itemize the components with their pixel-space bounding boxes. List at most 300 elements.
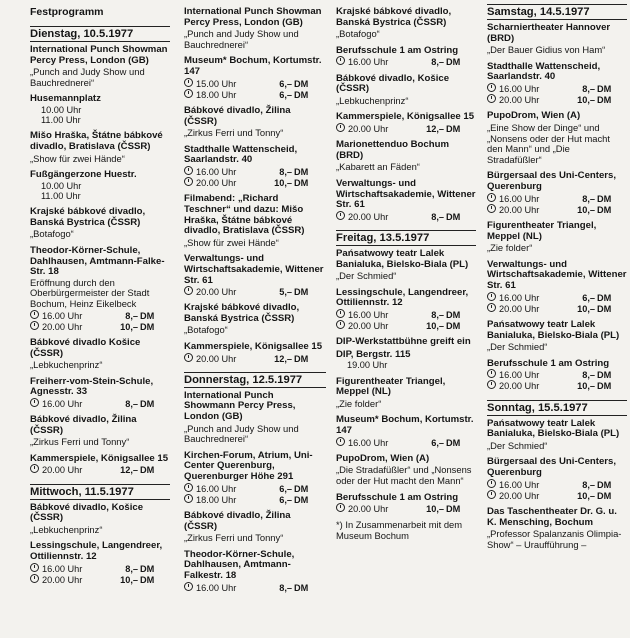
venue-name: Stadthalle Wattenscheid, Saarlandstr. 40: [184, 143, 298, 166]
clock-icon: [184, 494, 193, 503]
clock-icon: [184, 177, 193, 186]
showtime-row: [487, 303, 627, 314]
program-entry: [336, 337, 476, 370]
day-heading: Freitag, 13.5.1977: [336, 230, 476, 246]
ticket-price: 10,–: [120, 574, 138, 585]
showtime: 20.00 Uhr: [42, 574, 83, 585]
venue-name: Verwaltungs- und Wirtschaftsakademie, Wittener Str. 61: [487, 258, 627, 291]
ticket-price: 6,–: [279, 483, 292, 494]
showtime-row: [487, 193, 627, 204]
showtime: 16.00 Uhr: [196, 483, 237, 494]
currency: DM: [140, 465, 155, 476]
program-entry: [336, 288, 476, 332]
showtime: 16.00 Uhr: [42, 563, 83, 574]
showtime-row: [30, 115, 170, 125]
ticket-price: 8,–: [431, 57, 444, 68]
ensemble-name: Bábkové divadlo Košice (ČSSR): [30, 336, 141, 359]
ticket-price: 8,–: [582, 479, 595, 490]
showtime-row: [30, 191, 170, 201]
showtime-row: [30, 563, 170, 574]
showtime: 18.00 Uhr: [196, 89, 237, 100]
showtime: 20.00 Uhr: [42, 321, 83, 332]
program-entry: [184, 7, 326, 50]
currency: DM: [597, 370, 612, 381]
ensemble-name: International Punch Showman Percy Press, London (GB): [30, 44, 168, 66]
clock-icon: [30, 464, 39, 473]
ticket-price: 10,–: [577, 204, 595, 215]
program-entry: [184, 303, 326, 336]
clock-icon: [336, 123, 345, 132]
program-entry: [336, 46, 476, 68]
showtime: 20.00 Uhr: [499, 204, 540, 215]
play-title: „Show für zwei Hände“: [30, 152, 125, 164]
program-entry: [336, 140, 476, 173]
venue-name: Stadthalle Wattenscheid, Saarlandstr. 40: [487, 60, 601, 83]
showtime: 16.00 Uhr: [196, 582, 237, 593]
program-entry: [30, 503, 170, 536]
program-entry: [487, 260, 627, 314]
showtime-row: [487, 204, 627, 215]
showtime-row: [487, 380, 627, 391]
ensemble-name: Bábkové divadlo, Žilina (ČSSR): [30, 414, 137, 436]
currency: DM: [597, 193, 612, 204]
currency: DM: [597, 292, 612, 303]
ensemble-name: Figurentheater Triangel, Meppel (NL): [336, 375, 446, 398]
program-column-4: [487, 4, 627, 556]
day-heading: Sonntag, 15.5.1977: [487, 400, 627, 416]
clock-icon: [487, 204, 496, 213]
play-title: „Botafogo“: [336, 28, 380, 40]
clock-icon: [487, 369, 496, 378]
ensemble-name: Das Taschentheater Dr. G. u. K. Mensching, Bochum: [487, 506, 617, 528]
day-heading: Donnerstag, 12.5.1977: [184, 372, 326, 388]
ticket-price: 8,–: [125, 563, 138, 574]
venue-name: Theodor-Körner-Schule, Dahlhausen, Amtmann-Falke-Str. 18: [30, 244, 165, 278]
program-entry: [336, 493, 476, 515]
showtime-row: [184, 177, 326, 188]
showtime-row: [336, 123, 476, 134]
program-entry: [336, 179, 476, 222]
showtime: 20.00 Uhr: [42, 465, 83, 476]
program-entry: [487, 419, 627, 452]
program-entry: [487, 457, 627, 501]
ensemble-name: Figurentheater Triangel, Meppel (NL): [487, 219, 597, 242]
program-entry: [336, 454, 476, 487]
venue-name: Kirchen-Forum, Atrium, Uni-Center Querenburg, Querenburger Höhe 291: [184, 449, 313, 483]
currency: DM: [597, 490, 612, 501]
ensemble-name: Bábkové divadlo, Košice (ČSSR): [336, 72, 450, 95]
showtime: 16.00 Uhr: [499, 370, 540, 381]
showtime-row: [487, 83, 627, 94]
program-entry: [336, 7, 476, 40]
showtime-row: [336, 309, 476, 320]
program-entry: [487, 320, 627, 353]
showtime-row: [30, 310, 170, 321]
currency: DM: [294, 353, 309, 364]
clock-icon: [30, 321, 39, 330]
footnote: *) In Zusammenarbeit mit dem Museum Bochum: [336, 519, 463, 542]
venue-name: Fußgängerzone Huestr.: [30, 169, 137, 181]
venue-name: Freiherr-vom-Stein-Schule, Agnesstr. 33: [30, 375, 154, 398]
clock-icon: [184, 353, 193, 362]
program-entry: [30, 377, 170, 409]
clock-icon: [184, 89, 193, 98]
ticket-price: 8,–: [279, 166, 292, 177]
clock-icon: [184, 286, 193, 295]
clock-icon: [487, 380, 496, 389]
showtime: 10.00 Uhr: [41, 104, 82, 115]
play-title: „Lebkuchenprinz“: [336, 94, 409, 106]
play-title: „Der Schmied“: [487, 341, 548, 353]
showtime: 20.00 Uhr: [196, 287, 237, 298]
ticket-price: 10,–: [577, 381, 595, 392]
currency: DM: [597, 479, 612, 490]
currency: DM: [294, 494, 309, 505]
currency: DM: [294, 582, 309, 593]
showtime: 16.00 Uhr: [499, 292, 540, 303]
program-entry: [30, 207, 170, 240]
ticket-price: 8,–: [125, 398, 138, 409]
play-title: „Zirkus Ferri und Tonny“: [184, 127, 284, 139]
program-heading: Festprogramm: [30, 6, 104, 18]
currency: DM: [140, 563, 155, 574]
day-heading: Dienstag, 10.5.1977: [30, 26, 170, 42]
currency: DM: [597, 83, 612, 94]
showtime-row: [336, 56, 476, 67]
ensemble-name: Marionettenduo Bochum (BRD): [336, 139, 449, 161]
showtime: 16.00 Uhr: [348, 309, 389, 320]
play-title: „Zie folder“: [487, 242, 533, 254]
play-title: „Botafogo“: [30, 228, 74, 240]
ticket-price: 10,–: [274, 178, 292, 189]
clock-icon: [487, 193, 496, 202]
showtime: 20.00 Uhr: [348, 211, 389, 222]
program-entry: [30, 170, 170, 201]
showtime: 20.00 Uhr: [196, 353, 237, 364]
program-entry: [336, 415, 476, 447]
program-entry: [184, 550, 326, 593]
currency: DM: [597, 95, 612, 106]
ensemble-name: PupoDrom, Wien (A): [487, 110, 581, 122]
ticket-price: 8,–: [125, 310, 138, 321]
program-entry: [30, 45, 170, 88]
showtime-row: [30, 181, 170, 191]
play-title: „Lebkuchenprinz“: [30, 359, 103, 371]
program-entry: [184, 106, 326, 139]
showtime: 11.00 Uhr: [41, 190, 81, 201]
clock-icon: [487, 479, 496, 488]
showtime: 16.00 Uhr: [499, 193, 540, 204]
showtime-row: [336, 320, 476, 331]
ticket-price: 12,–: [426, 123, 444, 134]
showtime: 16.00 Uhr: [42, 310, 83, 321]
play-title: „Punch and Judy Show und Bauchrednerei“: [30, 66, 145, 88]
play-title: „Zie folder“: [336, 397, 382, 409]
program-entry: [184, 254, 326, 297]
showtime: 20.00 Uhr: [499, 303, 540, 314]
ensemble-name: Krajské bábkové divadlo, Banská Bystrica (ČSSR): [30, 206, 146, 228]
showtime-row: [487, 292, 627, 303]
ticket-price: 10,–: [120, 321, 138, 332]
ensemble-name: Bábkové divadlo, Žilina (ČSSR): [184, 104, 291, 127]
program-column-2: [184, 4, 326, 599]
ticket-price: 8,–: [431, 309, 444, 320]
clock-icon: [184, 582, 193, 591]
ticket-price: 8,–: [431, 211, 444, 222]
ensemble-name: International Punch Showman Percy Press, London (GB): [184, 6, 322, 28]
program-entry: [336, 112, 476, 134]
showtime-row: [487, 479, 627, 490]
showtime: 15.00 Uhr: [196, 78, 237, 89]
venue-name: Husemannplatz: [30, 93, 101, 105]
ensemble-name: Scharniertheater Hannover (BRD): [487, 22, 611, 44]
play-title: „Zirkus Ferri und Tonny“: [184, 532, 284, 544]
program-entry: [30, 338, 170, 371]
ticket-price: 6,–: [279, 494, 292, 505]
clock-icon: [184, 483, 193, 492]
currency: DM: [597, 381, 612, 392]
venue-name: Lessingschule, Langendreer, Ottiliennstr. 12: [30, 540, 163, 563]
venue-name: Museum* Bochum, Kortumstr. 147: [336, 414, 474, 437]
currency: DM: [294, 78, 309, 89]
clock-icon: [336, 309, 345, 318]
ticket-price: 5,–: [279, 287, 292, 298]
program-entry: [184, 451, 326, 505]
ensemble-name: DIP-Werkstattbühne greift ein: [336, 336, 471, 348]
venue-name: Kammerspiele, Königsallee 15: [30, 452, 169, 464]
ticket-price: 6,–: [279, 78, 292, 89]
showtime: 20.00 Uhr: [499, 381, 540, 392]
showtime: 16.00 Uhr: [499, 83, 540, 94]
program-entry: [336, 377, 476, 410]
showtime-row: [184, 483, 326, 494]
ensemble-name: Krajské bábkové divadlo, Banská Bystrica (ČSSR): [184, 302, 300, 324]
play-title: „Die Stradafüßler“ und „Nonsens oder der Hut macht den Mann“: [336, 464, 472, 487]
showtime: 20.00 Uhr: [348, 504, 389, 515]
clock-icon: [184, 78, 193, 87]
venue-name: Lessingschule, Langendreer, Ottiliennstr. 12: [336, 286, 469, 309]
currency: DM: [294, 287, 309, 298]
venue-name: Berufsschule 1 am Ostring: [336, 44, 459, 56]
clock-icon: [487, 94, 496, 103]
play-title: „Punch and Judy Show und Bauchrednerei“: [184, 28, 299, 50]
play-title: „Der Bauer Gidius von Ham“: [487, 44, 606, 56]
play-title: „Kabarett an Fäden“: [336, 161, 420, 173]
ensemble-name: Bábkové divadlo, Košice (ČSSR): [30, 501, 144, 524]
ticket-price: 6,–: [279, 89, 292, 100]
ticket-price: 10,–: [577, 95, 595, 106]
showtime-row: [30, 105, 170, 115]
showtime: 11.00 Uhr: [41, 115, 81, 126]
clock-icon: [184, 166, 193, 175]
program-entry: [487, 221, 627, 254]
clock-icon: [487, 292, 496, 301]
ticket-price: 10,–: [426, 321, 444, 332]
ensemble-name: Pańsatwowy teatr Lalek Banialuka, Bielsko-Biala (PL): [336, 247, 469, 270]
program-entry: [184, 342, 326, 364]
play-title: „Professor Spalanzanis Olimpia-Show“ – Uraufführung –: [487, 528, 622, 550]
ticket-price: 8,–: [279, 582, 292, 593]
program-entry: [30, 454, 170, 476]
venue-name: Berufsschule 1 am Ostring: [336, 491, 459, 503]
ensemble-name: Pańsatwowy teatr Lalek Banialuka, Bielsko-Biala (PL): [487, 417, 620, 440]
currency: DM: [446, 57, 461, 68]
showtime-row: [487, 369, 627, 380]
ensemble-name: Pańsatwowy teatr Lalek Banialuka, Bielsko-Biala (PL): [487, 318, 620, 341]
program-entry: [30, 415, 170, 448]
showtime-row: [336, 211, 476, 222]
ticket-price: 10,–: [577, 490, 595, 501]
showtime: 20.00 Uhr: [499, 490, 540, 501]
showtime-row: [487, 94, 627, 105]
showtime: 16.00 Uhr: [196, 166, 237, 177]
event-note: Eröffnung durch den Oberbürgermeister der Stadt Bochum, Heinz Eikelbeck: [30, 276, 150, 309]
showtime-row: [30, 321, 170, 332]
program-entry: [336, 249, 476, 282]
play-title: „Lebkuchenprinz“: [30, 523, 103, 535]
program-entry: [487, 359, 627, 392]
program-entry: [184, 194, 326, 248]
clock-icon: [487, 83, 496, 92]
day-heading: Mittwoch, 11.5.1977: [30, 484, 170, 500]
clock-icon: [336, 211, 345, 220]
venue-name: Verwaltungs- und Wirtschaftsakademie, Wittener Str. 61: [336, 177, 476, 211]
showtime: 10.00 Uhr: [41, 180, 82, 191]
currency: DM: [140, 321, 155, 332]
program-entry: [184, 391, 326, 445]
clock-icon: [30, 574, 39, 583]
showtime-row: [336, 503, 476, 514]
ticket-price: 8,–: [582, 370, 595, 381]
clock-icon: [30, 310, 39, 319]
currency: DM: [446, 211, 461, 222]
showtime: 16.00 Uhr: [348, 437, 389, 448]
play-title: „Zirkus Ferri und Tonny“: [30, 436, 130, 448]
venue-name: Bürgersaal des Uni-Centers, Querenburg: [487, 170, 617, 192]
venue-name: Kammerspiele, Königsallee 15: [336, 111, 475, 123]
showtime: 20.00 Uhr: [348, 123, 389, 134]
showtime-row: [184, 78, 326, 89]
ticket-price: 6,–: [431, 437, 444, 448]
program-entry: [487, 62, 627, 106]
currency: DM: [446, 504, 461, 515]
venue-name: Theodor-Körner-Schule, Dahlhausen, Amtmann-Falkestr. 18: [184, 548, 295, 581]
showtime-row: [184, 494, 326, 505]
showtime: 16.00 Uhr: [499, 479, 540, 490]
clock-icon: [30, 398, 39, 407]
venue-name: Kammerspiele, Königsallee 15: [184, 341, 323, 353]
showtime: 18.00 Uhr: [196, 494, 237, 505]
clock-icon: [336, 503, 345, 512]
currency: DM: [294, 178, 309, 189]
currency: DM: [140, 310, 155, 321]
ticket-price: 12,–: [120, 465, 138, 476]
play-title: „Botafogo“: [184, 324, 228, 336]
currency: DM: [294, 483, 309, 494]
showtime: 16.00 Uhr: [348, 57, 389, 68]
showtime-row: [30, 574, 170, 585]
showtime-row: [336, 437, 476, 448]
showtime-row: [184, 286, 326, 297]
program-entry: [30, 541, 170, 585]
showtime-row: [30, 398, 170, 409]
showtime-row: [487, 490, 627, 501]
program-entry: [487, 507, 627, 550]
venue-name: Berufsschule 1 am Ostring: [487, 357, 610, 369]
currency: DM: [294, 166, 309, 177]
ticket-price: 10,–: [426, 504, 444, 515]
program-entry: [184, 145, 326, 189]
showtime-row: [336, 360, 476, 370]
ticket-price: 8,–: [582, 83, 595, 94]
currency: DM: [597, 204, 612, 215]
showtime-row: [184, 582, 326, 593]
program-column-1: [30, 4, 170, 591]
clock-icon: [336, 437, 345, 446]
play-title: „Eine Show der Dinge“ und „Nonsens oder der Hut macht den Mann“ und „Die Stradafüßler“: [487, 121, 610, 165]
showtime: 20.00 Uhr: [499, 95, 540, 106]
currency: DM: [446, 437, 461, 448]
venue-name: Verwaltungs- und Wirtschaftsakademie, Wittener Str. 61: [184, 253, 324, 286]
ticket-price: 10,–: [577, 303, 595, 314]
ensemble-name: Bábkové divadlo, Žilina (ČSSR): [184, 510, 291, 532]
program-entry: [30, 131, 170, 164]
play-title: „Der Schmied“: [336, 270, 397, 282]
program-column-3: [336, 4, 476, 548]
currency: DM: [446, 123, 461, 134]
showtime-row: [184, 166, 326, 177]
venue-name: Bürgersaal des Uni-Centers, Querenburg: [487, 456, 617, 479]
program-entry: [487, 23, 627, 56]
ticket-price: 12,–: [274, 353, 292, 364]
play-title: „Show für zwei Hände“: [184, 236, 279, 248]
currency: DM: [597, 303, 612, 314]
ensemble-name: Krajské bábkové divadlo, Banská Bystrica (ČSSR): [336, 6, 452, 28]
clock-icon: [487, 303, 496, 312]
program-entry: [336, 520, 476, 541]
program-entry: [184, 56, 326, 100]
clock-icon: [487, 490, 496, 499]
program-entry: [336, 74, 476, 107]
ticket-price: 6,–: [582, 292, 595, 303]
showtime-row: [30, 464, 170, 475]
ensemble-name: PupoDrom, Wien (A): [336, 452, 430, 464]
day-heading: Samstag, 14.5.1977: [487, 4, 627, 20]
clock-icon: [336, 320, 345, 329]
showtime: 19.00 Uhr: [347, 360, 388, 371]
showtime: 20.00 Uhr: [348, 321, 389, 332]
venue-name: Museum* Bochum, Kortumstr. 147: [184, 55, 322, 77]
currency: DM: [446, 321, 461, 332]
showtime: 16.00 Uhr: [42, 398, 83, 409]
venue-name: DIP, Bergstr. 115: [336, 348, 411, 360]
ensemble-name: International Punch Showmann Percy Press, London (GB): [184, 389, 296, 423]
program-entry: [30, 94, 170, 125]
play-title: „Punch and Judy Show und Bauchrednerei“: [184, 422, 299, 445]
currency: DM: [446, 309, 461, 320]
clock-icon: [30, 563, 39, 572]
currency: DM: [294, 89, 309, 100]
ensemble-name: Filmabend: „Richard Teschner“ und dazu: Mišo Hraška, Štátne bábkové divadlo, Bratislava (ČSSR): [184, 193, 305, 237]
clock-icon: [336, 56, 345, 65]
currency: DM: [140, 574, 155, 585]
ensemble-name: Mišo Hraška, Štátne bábkové divadlo, Bratislava (ČSSR): [30, 130, 163, 152]
showtime: 20.00 Uhr: [196, 178, 237, 189]
program-entry: [184, 511, 326, 544]
showtime-row: [184, 89, 326, 100]
showtime-row: [184, 353, 326, 364]
ticket-price: 8,–: [582, 193, 595, 204]
